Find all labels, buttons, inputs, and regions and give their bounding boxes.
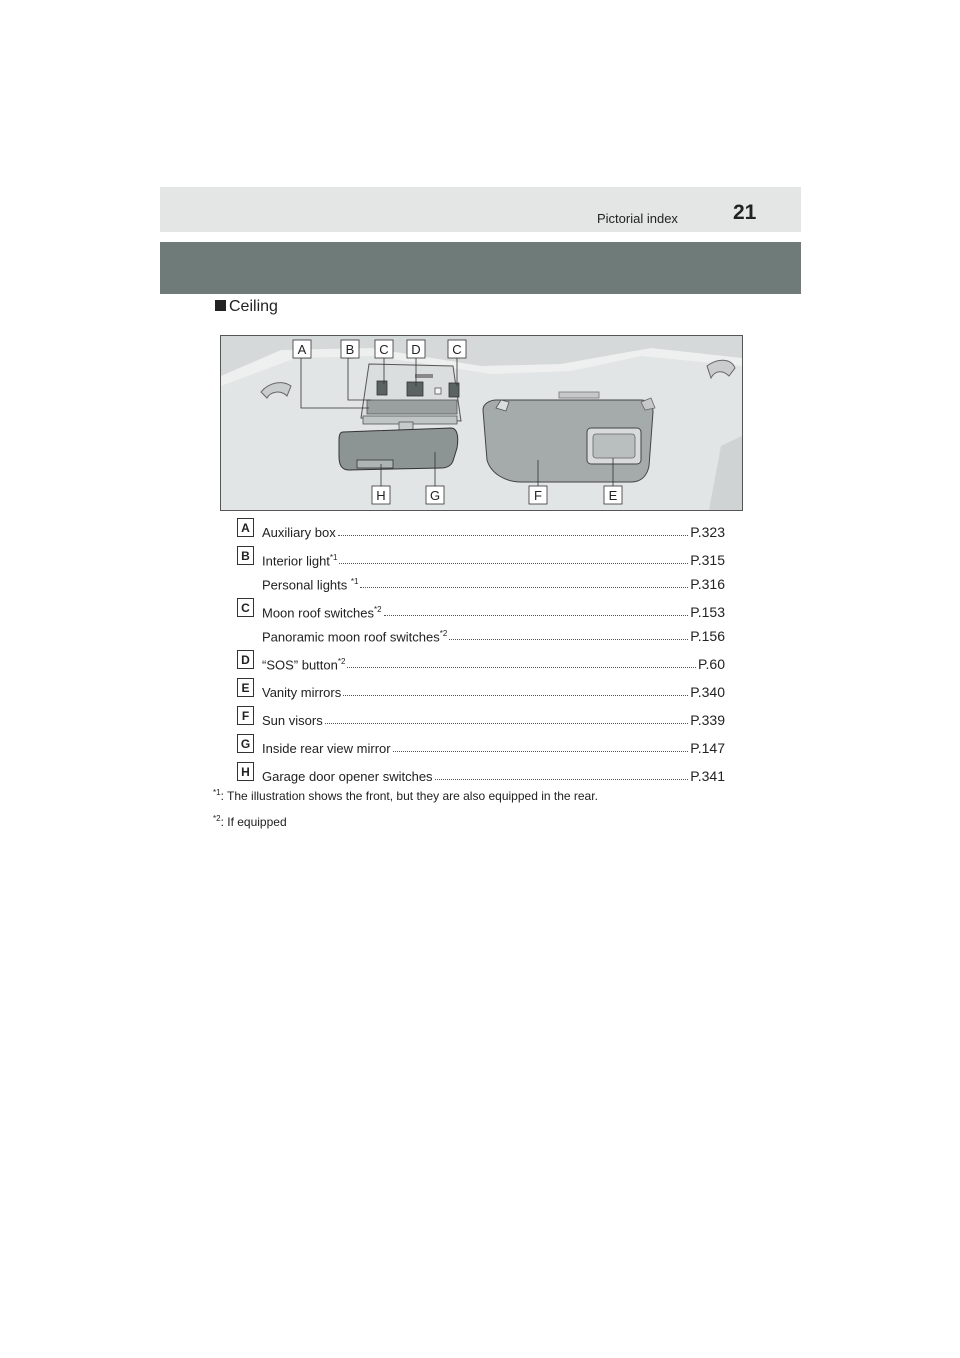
leader-dots xyxy=(338,535,689,536)
entry-label: Auxiliary box xyxy=(262,525,336,540)
entry-label: Interior light$^{*1}$ xyxy=(262,552,338,568)
section-title-text: Ceiling xyxy=(229,298,278,315)
callout-a: A xyxy=(297,342,307,357)
callout-e: E xyxy=(608,488,618,503)
page-reference[interactable]: P.323 xyxy=(690,524,725,540)
entry-label: Sun visors xyxy=(262,713,323,728)
entry-row[interactable] xyxy=(237,516,725,540)
entry-row[interactable] xyxy=(237,596,725,620)
footnote-marker: *1 xyxy=(213,788,221,797)
entry-row[interactable] xyxy=(237,676,725,700)
entry-label: Vanity mirrors xyxy=(262,685,342,700)
entry-label: Garage door opener switches xyxy=(262,769,433,784)
entry-f xyxy=(237,704,725,728)
index-entries xyxy=(237,516,725,784)
page-reference[interactable]: P.339 xyxy=(690,712,725,728)
page-reference[interactable]: P.153 xyxy=(690,604,725,620)
letter-badge: A xyxy=(237,518,254,537)
page-reference[interactable]: P.147 xyxy=(690,740,725,756)
footnote-mark: *1 xyxy=(350,576,359,586)
letter-badge: F xyxy=(237,706,254,725)
page-reference[interactable]: P.316 xyxy=(690,576,725,592)
footnote-mark: *2 xyxy=(337,656,346,666)
entry-label: Panoramic moon roof switches$^{*2}$ xyxy=(262,628,448,644)
letter-badge: C xyxy=(237,598,254,617)
letter-badge: H xyxy=(237,762,254,781)
page-number: 21 xyxy=(733,201,757,224)
entry-label: Personal lights $^{*1}$ xyxy=(262,576,359,592)
square-bullet-icon xyxy=(215,300,226,311)
page-reference[interactable]: P.340 xyxy=(690,684,725,700)
entry-e xyxy=(237,676,725,700)
leader-dots xyxy=(360,587,688,588)
entry-label: Inside rear view mirror xyxy=(262,741,391,756)
entry-c xyxy=(237,596,725,644)
callout-b: B xyxy=(345,342,355,357)
header-title: Pictorial index xyxy=(597,211,678,226)
entry-d xyxy=(237,648,725,672)
footnote-marker: *2 xyxy=(213,814,221,823)
footnote-1 xyxy=(213,788,598,803)
section-title xyxy=(215,298,278,316)
callout-d: D xyxy=(411,342,421,357)
entry-h xyxy=(237,760,725,784)
letter-badge: G xyxy=(237,734,254,753)
leader-dots xyxy=(449,639,688,640)
leader-dots xyxy=(325,723,689,724)
entry-b xyxy=(237,544,725,592)
entry-row[interactable] xyxy=(237,544,725,568)
leader-dots xyxy=(384,615,689,616)
callout-f: F xyxy=(534,488,542,503)
entry-row[interactable] xyxy=(237,648,725,672)
page-reference[interactable]: P.156 xyxy=(690,628,725,644)
header-bar xyxy=(160,187,801,232)
footnote-text: : If equipped xyxy=(220,815,287,829)
footnote-mark: *2 xyxy=(374,604,382,614)
entry-row[interactable] xyxy=(237,620,725,644)
entry-row[interactable] xyxy=(237,760,725,784)
entry-label: Moon roof switches$^{*2}$ xyxy=(262,604,382,620)
entry-row[interactable] xyxy=(237,732,725,756)
leader-dots xyxy=(347,667,696,668)
footnote-mark: *2 xyxy=(439,628,448,638)
entry-label: “SOS” button$^{*2}$ xyxy=(262,656,346,672)
page-reference[interactable]: P.60 xyxy=(698,656,725,672)
section-band xyxy=(160,242,801,294)
leader-dots xyxy=(343,695,688,696)
footnote-2 xyxy=(213,814,287,829)
entry-g xyxy=(237,732,725,756)
callout-g: G xyxy=(429,488,441,503)
leader-dots xyxy=(435,779,689,780)
entry-row[interactable] xyxy=(237,704,725,728)
callout-c-left: C xyxy=(379,342,389,357)
entry-a xyxy=(237,516,725,540)
letter-badge: B xyxy=(237,546,254,565)
footnote-mark: *1 xyxy=(329,552,338,562)
entry-row[interactable] xyxy=(237,568,725,592)
letter-badge: D xyxy=(237,650,254,669)
leader-dots xyxy=(339,563,688,564)
page-reference[interactable]: P.341 xyxy=(690,768,725,784)
footnote-text: : The illustration shows the front, but they are also equipped in the rear. xyxy=(220,789,598,803)
callout-c-right: C xyxy=(452,342,462,357)
leader-dots xyxy=(393,751,689,752)
ceiling-illustration xyxy=(220,335,743,511)
callout-h: H xyxy=(376,488,386,503)
letter-badge: E xyxy=(237,678,254,697)
page-reference[interactable]: P.315 xyxy=(690,552,725,568)
ceiling-drawing xyxy=(221,336,742,510)
